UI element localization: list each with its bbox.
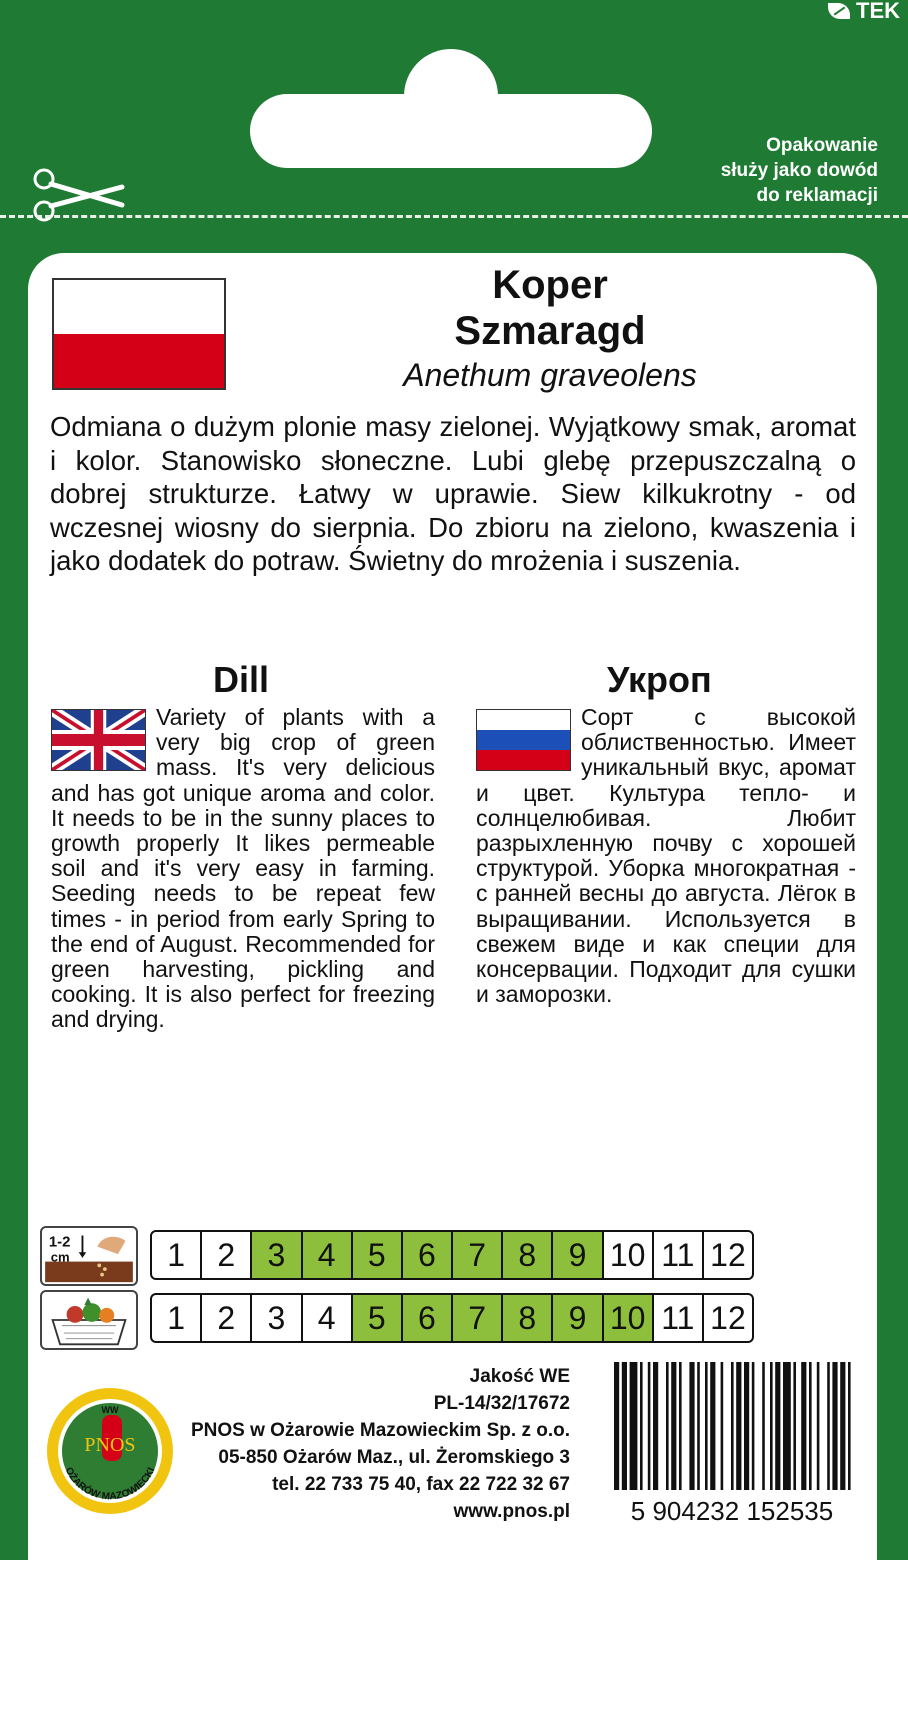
barcode-bar	[614, 1362, 619, 1490]
barcode-bar	[736, 1362, 741, 1490]
barcode-bar	[697, 1362, 700, 1490]
barcode-bar	[705, 1362, 708, 1490]
producer-code: PL-14/32/17672	[433, 1393, 570, 1414]
quality-mark: Jakość WE	[469, 1366, 570, 1387]
harvest-month-3: 3	[252, 1295, 302, 1341]
sowing-calendar	[150, 1230, 754, 1280]
barcode-bar	[710, 1362, 715, 1490]
polish-flag-icon	[52, 278, 226, 390]
sowing-month-10: 10	[604, 1232, 654, 1278]
english-text: Variety of plants with a very big crop of green mass. It's very delicious and has got unique aroma and color. It needs to be in the sunny places to growth properly It likes permeable soil and it's very easy in farming. Seeding needs to be repeat few times - in period from early Spring to the end of August. Recommended for green harvesting, pickling and cooking. It is also perfect for freezing and drying.	[51, 704, 435, 1033]
english-section	[51, 705, 435, 1033]
barcode-bar	[666, 1362, 669, 1490]
russian-flag-icon	[476, 709, 571, 771]
logo-mark: WW	[101, 1405, 119, 1415]
harvest-month-4: 4	[303, 1295, 353, 1341]
barcode-bar	[801, 1362, 806, 1490]
barcode-bar	[648, 1362, 651, 1490]
russian-section	[476, 705, 856, 1007]
leaf-icon	[828, 3, 850, 19]
sowing-month-6: 6	[403, 1232, 453, 1278]
product-name: Koper	[492, 263, 608, 307]
barcode-bar	[640, 1362, 643, 1490]
svg-text:cm: cm	[50, 1249, 70, 1265]
sowing-month-2: 2	[202, 1232, 252, 1278]
complaint-line-2: służy jako dowód	[720, 160, 878, 181]
barcode-bar	[775, 1362, 780, 1490]
barcode-bar	[689, 1362, 694, 1490]
harvest-month-9: 9	[553, 1295, 603, 1341]
barcode-bar	[622, 1362, 627, 1490]
barcode-bar	[630, 1362, 638, 1490]
sowing-depth-icon	[40, 1226, 138, 1286]
brand-mark	[828, 0, 900, 22]
harvest-month-11: 11	[654, 1295, 704, 1341]
harvest-month-5: 5	[353, 1295, 403, 1341]
harvest-basket-icon	[40, 1290, 138, 1350]
logo-letters: PNOS	[84, 1434, 136, 1456]
sowing-month-4: 4	[303, 1232, 353, 1278]
uk-flag-icon	[51, 709, 146, 771]
sowing-month-5: 5	[353, 1232, 403, 1278]
svg-text:1-2: 1-2	[48, 1233, 71, 1251]
barcode	[610, 1362, 855, 1524]
product-title	[330, 262, 770, 396]
sowing-month-12: 12	[710, 1236, 746, 1273]
harvest-month-12: 12	[710, 1299, 746, 1336]
barcode-bar	[832, 1362, 837, 1490]
polish-description: Odmiana o dużym plonie masy zielonej. Wyjątkowy smak, aromat i kolor. Stanowisko słoneczne. Lubi glebę przepuszczalną o dobrej strukturze. Łatwy w uprawie. Siew kilkukrotny - od wczesnej wiosny do sierpnia. Do zbioru na zielono, kwaszenia i jako dodatek do potraw. Świetny do mrożenia i suszenia.	[50, 411, 856, 576]
hang-hole	[250, 94, 652, 168]
complaint-line-3: do reklamacji	[756, 185, 878, 206]
company-address: 05-850 Ożarów Maz., ul. Żeromskiego 3	[218, 1447, 570, 1468]
harvest-calendar	[150, 1293, 754, 1343]
english-heading: Dill	[213, 659, 270, 700]
barcode-bar	[731, 1362, 734, 1490]
russian-heading: Укроп	[607, 659, 712, 700]
logo-ring-text: OŻARÓW MAZOWIECKI	[62, 1465, 158, 1503]
barcode-bar	[679, 1362, 682, 1490]
harvest-month-2: 2	[202, 1295, 252, 1341]
harvest-month-7: 7	[453, 1295, 503, 1341]
barcode-bar	[752, 1362, 755, 1490]
sowing-month-1: 1	[152, 1232, 202, 1278]
barcode-bar	[653, 1362, 658, 1490]
latin-name: Anethum graveolens	[403, 357, 697, 393]
barcode-bar	[770, 1362, 773, 1490]
barcode-bar	[783, 1362, 791, 1490]
barcode-bar	[671, 1362, 676, 1490]
complaint-line-1: Opakowanie	[766, 135, 878, 156]
barcode-bar	[817, 1362, 820, 1490]
harvest-month-10: 10	[604, 1295, 654, 1341]
barcode-bar	[809, 1362, 812, 1490]
complaint-note	[658, 133, 878, 208]
company-name: PNOS w Ożarowie Mazowieckim Sp. z o.o.	[190, 1420, 570, 1441]
barcode-number: 5 904232 152535	[630, 1496, 834, 1524]
product-variety: Szmaragd	[454, 309, 646, 353]
barcode-bar	[827, 1362, 830, 1490]
sowing-month-11: 11	[654, 1232, 704, 1278]
cut-line	[0, 215, 908, 218]
harvest-month-1: 1	[152, 1295, 202, 1341]
harvest-month-8: 8	[503, 1295, 553, 1341]
brand-name: TEK	[856, 0, 900, 23]
sowing-month-7: 7	[453, 1232, 503, 1278]
russian-text: Сорт с высокой облиственностью. Имеет уникальный вкус, аромат и цвет. Культура тепло- и солнцелюбивая. Любит разрыхленную почву с хорошей структурой. Уборка многократная - с ранней весны до августа. Лёгок в выращивании. Используется в свежем виде и как специи для консервации. Подходит для сушки и заморозки.	[476, 704, 856, 1008]
harvest-month-6: 6	[403, 1295, 453, 1341]
barcode-bar	[848, 1362, 851, 1490]
barcode-bar	[721, 1362, 724, 1490]
barcode-bar	[793, 1362, 796, 1490]
company-info	[130, 1363, 570, 1525]
barcode-bar	[744, 1362, 749, 1490]
barcode-bar	[762, 1362, 765, 1490]
sowing-month-3: 3	[252, 1232, 302, 1278]
sowing-month-9: 9	[553, 1232, 603, 1278]
company-phone: tel. 22 733 75 40, fax 22 722 32 67	[272, 1474, 570, 1495]
company-website: www.pnos.pl	[453, 1501, 570, 1522]
barcode-bar	[840, 1362, 845, 1490]
sowing-month-8: 8	[503, 1232, 553, 1278]
